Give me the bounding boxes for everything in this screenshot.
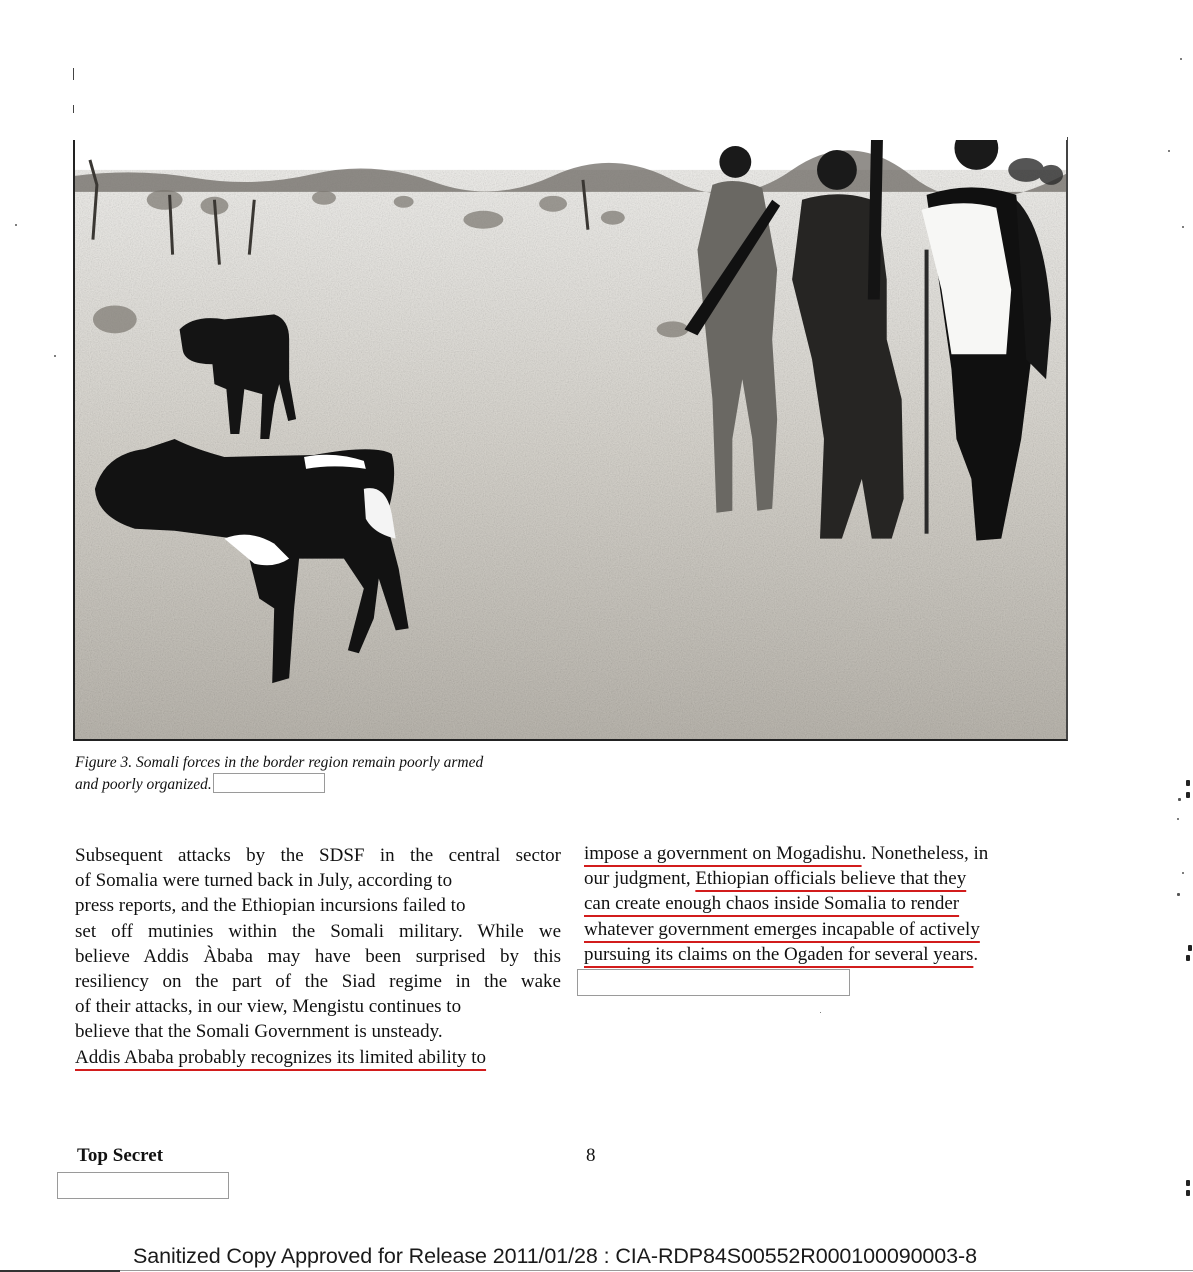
scan-speck bbox=[1177, 893, 1180, 896]
body-left-line: resiliency on the part of the Siad regime in the wake bbox=[75, 971, 561, 993]
body-left-line: set off mutinies within the Somali military. While we bbox=[75, 920, 561, 942]
body-right-line bbox=[584, 866, 1064, 891]
scan-crop-mark bbox=[1067, 137, 1068, 145]
body-right-line bbox=[584, 891, 1064, 916]
scan-speck bbox=[1186, 792, 1190, 798]
scan-speck bbox=[15, 224, 17, 226]
body-redaction-box bbox=[577, 969, 850, 996]
footer-redaction-box bbox=[57, 1172, 229, 1199]
photo-illustration bbox=[75, 140, 1066, 739]
scan-speck bbox=[1186, 780, 1190, 786]
scan-speck bbox=[820, 1012, 821, 1013]
scan-speck bbox=[1178, 798, 1181, 801]
scan-speck bbox=[1188, 945, 1192, 951]
body-right-line bbox=[584, 942, 1064, 967]
body-left-line-underlined bbox=[75, 1045, 561, 1070]
body-left-line: of Somalia were turned back in July, according to bbox=[75, 870, 453, 892]
scan-speck bbox=[1182, 226, 1184, 228]
highlighted-text: whatever government emerges incapable of actively bbox=[584, 918, 980, 940]
highlighted-text: pursuing its claims on the Ogaden for several years bbox=[584, 943, 974, 965]
plain-text: . Nonetheless, in bbox=[861, 843, 989, 864]
caption-line-2-text: and poorly organized. bbox=[75, 776, 212, 793]
body-left-line: believe Addis Àbaba may have been surprised by this bbox=[75, 945, 561, 967]
caption-redaction-box bbox=[213, 773, 325, 793]
figure-caption bbox=[75, 752, 575, 795]
body-left-line: press reports, and the Ethiopian incursions failed to bbox=[75, 895, 466, 917]
release-stamp: Sanitized Copy Approved for Release 2011/01/28 : CIA-RDP84S00552R000100090003-8 bbox=[133, 1244, 977, 1268]
bottom-rule-thin bbox=[120, 1270, 1193, 1271]
plain-text: our judgment, bbox=[584, 868, 696, 890]
figure-photograph bbox=[73, 140, 1068, 741]
body-column-left bbox=[75, 843, 561, 1070]
body-column-right bbox=[584, 841, 1064, 967]
highlighted-text: Addis Ababa probably recognizes its limited ability to bbox=[75, 1046, 487, 1068]
scan-speck bbox=[1180, 58, 1182, 60]
classification-marking: Top Secret bbox=[77, 1145, 164, 1166]
scan-speck bbox=[1168, 150, 1170, 152]
scan-speck bbox=[1186, 1180, 1190, 1186]
scan-crop-mark bbox=[73, 105, 74, 113]
body-right-line bbox=[584, 917, 1064, 942]
scan-speck bbox=[1186, 1190, 1190, 1196]
body-left-line: Subsequent attacks by the SDSF in the central sector bbox=[75, 845, 561, 866]
ground bbox=[75, 170, 1066, 739]
body-left-line: believe that the Somali Government is unsteady. bbox=[75, 1021, 443, 1043]
body-left-line: of their attacks, in our view, Mengistu continues to bbox=[75, 996, 462, 1018]
caption-line-1: Figure 3. Somali forces in the border region remain poorly armed bbox=[75, 754, 484, 771]
scan-speck bbox=[1177, 818, 1179, 820]
page-number: 8 bbox=[586, 1145, 596, 1166]
scan-speck bbox=[1186, 955, 1190, 961]
caption-line-2 bbox=[75, 773, 575, 795]
highlighted-text: can create enough chaos inside Somalia to render bbox=[584, 893, 960, 915]
body-right-line bbox=[584, 841, 1064, 866]
scan-crop-mark bbox=[73, 68, 74, 80]
plain-text: . bbox=[973, 943, 979, 965]
highlighted-text: Ethiopian officials believe that they bbox=[695, 868, 967, 890]
scan-speck bbox=[1182, 872, 1184, 874]
highlighted-text: impose a government on Mogadishu bbox=[584, 843, 862, 864]
scan-speck bbox=[54, 355, 56, 357]
